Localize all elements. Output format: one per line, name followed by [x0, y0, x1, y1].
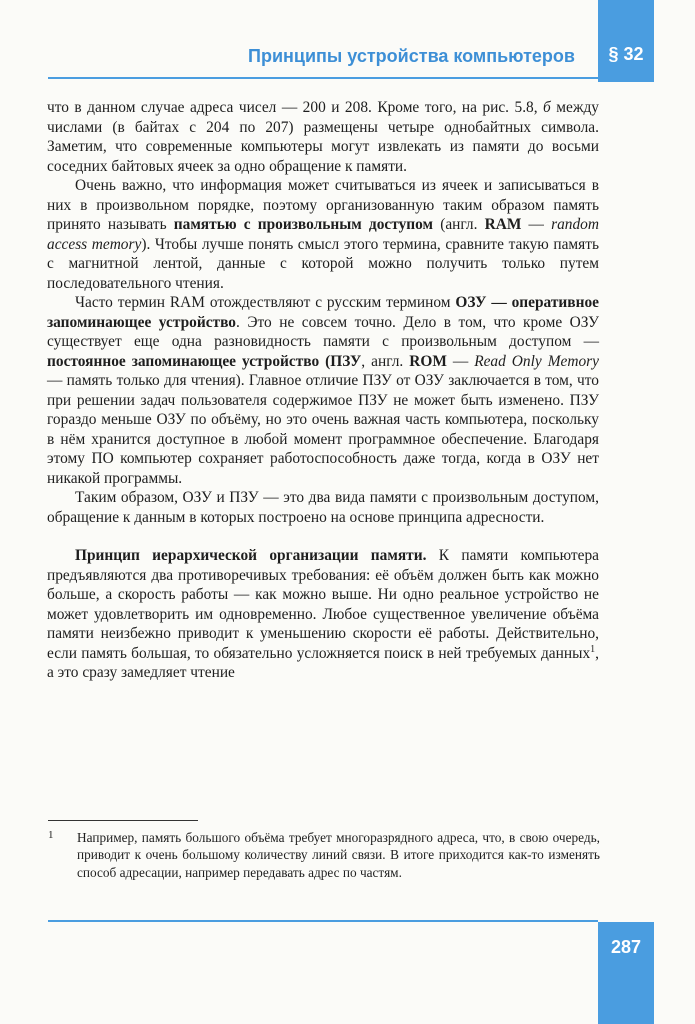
section-number: § 32 — [608, 44, 644, 64]
footnote-divider — [48, 820, 198, 821]
paragraph-4: Таким образом, ОЗУ и ПЗУ — это два вида памяти с произвольным доступом, обращение к данным в которых построено на основе принципа адресности. — [47, 489, 599, 526]
term-ozu: ОЗУ — оперативное запоминающее устройство — [47, 294, 599, 331]
header-rule — [48, 77, 598, 79]
footer-rule — [48, 920, 598, 922]
footnote-number: 1 — [48, 829, 54, 841]
term-pzu: постоянное запоминающее устройство (ПЗУ — [47, 352, 362, 370]
footnote-text: Например, память большого объёма требует многоразрядного адреса, что, в свою очередь, приводит к очень большому количеству линий связи. В итоге приходится как-то изменять способ адресации, например передавать адрес по частям. — [77, 830, 600, 880]
term-ram: памятью с произвольным доступом — [173, 216, 434, 233]
paragraph-2: Очень важно, что информация может считываться из ячеек и записываться в них в произвольном порядке, поэтому организованную таким образом память принято называть памятью с произвольным доступом (англ. RAM — random access memory). Чтобы лучше понять смысл этого термина, сравните такую память с магнитной лентой, данные с которой можно получить только путем последовательного чтения. — [47, 177, 599, 292]
paragraph-5: Принцип иерархической организации памяти. К памяти компьютера предъявляются два противоречивых требования: её объём должен быть как можно больше, а скорость работы — как можно выше. Ни одно реальное устройство не может удовлетворить им одновременно. Любое существенное увеличение объёма памяти неизбежно приводит к уменьшению скорости её работы. Действительно, если память большая, то обязательно усложняется поиск в ней требуемых данных$^1$, а это сразу замедляет чтение — [47, 547, 599, 681]
footnote-ref: 1 — [590, 643, 596, 655]
paragraph-3: Часто термин RAM отождествляют с русским термином ОЗУ — оперативное запоминающее устройство. Это не совсем точно. Дело в том, что кроме ОЗУ существует еще одна разновидность памяти с произвольным доступом — постоянное запоминающее устройство (ПЗУ, англ. ROM — Read Only Memory — память только для чтения). Главное отличие ПЗУ от ОЗУ заключается в том, что при решении задач пользователя содержимое ПЗУ не может быть изменено. ПЗУ гораздо меньше ОЗУ по объёму, но это очень важная часть компьютера, поскольку в нём хранится доступное в любой момент программное обеспечение. Благодаря этому ПО компьютер сохраняет работоспособность даже тогда, когда в ОЗУ нет никакой программы. — [47, 294, 599, 487]
main-text — [47, 98, 599, 683]
page-header-title: Принципы устройства компьютеров — [248, 46, 575, 66]
figure-label: б — [543, 99, 551, 116]
section-tab — [598, 0, 654, 82]
page-number: 287 — [610, 937, 642, 957]
paragraph-1: что в данном случае адреса чисел — 200 и 208. Кроме того, на рис. 5.8, б между числами (в байтах с 204 по 207) размещены четыре однобайтных символа. Заметим, что современные компьютеры могут извлекать из памяти до восьми соседних байтовых ячеек за одно обращение к памяти. — [47, 99, 599, 175]
subsection-heading: Принцип иерархической организации памяти. — [75, 547, 427, 564]
footnote — [48, 829, 600, 881]
